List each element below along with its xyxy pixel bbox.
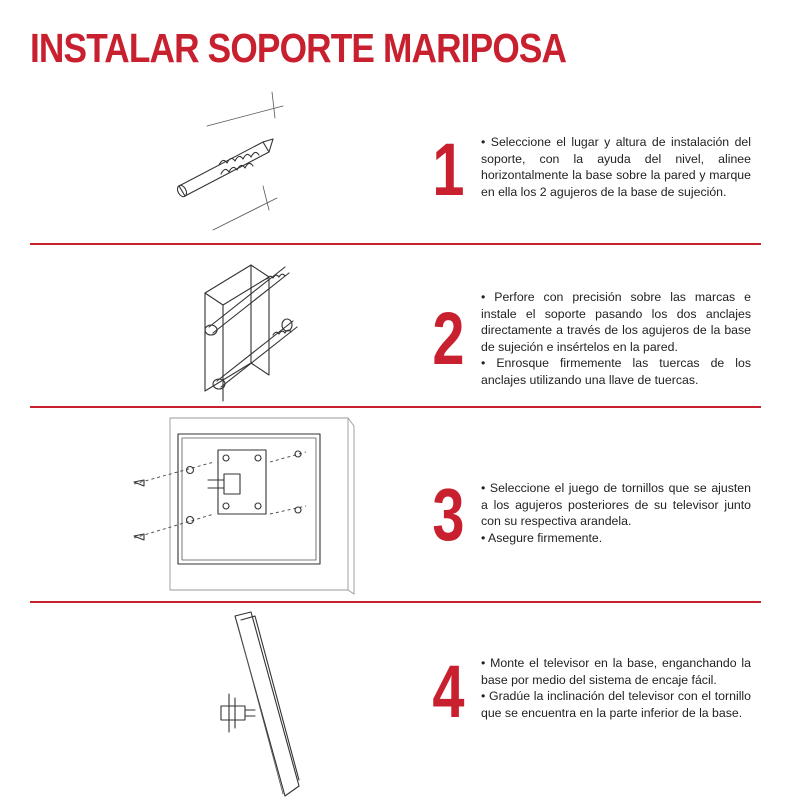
instruction-paragraph: • Enrosque firmemente las tuercas de los anclajes utilizando una llave de tuercas.	[481, 356, 751, 387]
instruction-paragraph: • Seleccione el juego de tornillos que se ajusten a los agujeros posteriores de su televisor junto con su respectiva arandela.	[481, 481, 751, 528]
divider	[30, 601, 761, 603]
instruction-paragraph: • Seleccione el lugar y altura de instalación del soporte, con la ayuda del nivel, alinee horizontalmente la base sobre la pared y marque en ella los 2 agujeros de la base de sujeción.	[481, 135, 751, 199]
divider	[30, 406, 761, 408]
instruction-paragraph: • Monte el televisor en la base, enganchando la base por medio del sistema de encaje fácil.	[481, 656, 751, 687]
instruction-paragraph: • Gradúe la inclinación del televisor con el tornillo que se encuentra en la parte inferior de la base.	[481, 689, 751, 720]
step-instructions	[481, 289, 751, 388]
step-number: 1	[432, 128, 465, 211]
step-instructions	[481, 134, 751, 200]
tv-back-screws-icon	[130, 414, 355, 594]
tv-mounted-side-icon	[215, 610, 305, 800]
step-instructions	[481, 480, 751, 546]
step-number: 3	[432, 473, 465, 556]
instruction-paragraph: • Asegure firmemente.	[481, 530, 603, 545]
wall-bracket-anchors-icon	[195, 255, 305, 400]
page-title: INSTALAR SOPORTE MARIPOSA	[30, 25, 567, 71]
step-instructions	[481, 655, 751, 721]
step-number: 2	[432, 297, 465, 380]
step-number: 4	[432, 650, 465, 733]
drill-bit-icon	[165, 90, 295, 240]
instruction-paragraph: • Perfore con precisión sobre las marcas e instale el soporte pasando los dos anclajes directamente a través de los agujeros de la base de sujeción e insértelos en la pared.	[481, 290, 751, 354]
divider	[30, 243, 761, 245]
